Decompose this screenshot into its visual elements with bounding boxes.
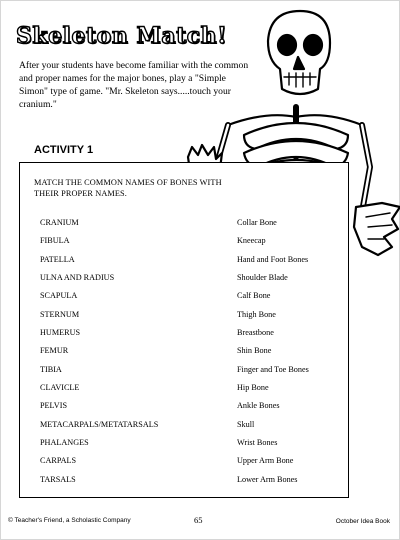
proper-name-item: TARSALS: [40, 474, 76, 484]
common-name-item: Lower Arm Bones: [237, 474, 298, 484]
proper-name-item: STERNUM: [40, 309, 80, 319]
common-name-item: Thigh Bone: [237, 309, 276, 319]
proper-name-item: CRANIUM: [40, 218, 79, 227]
footer-page-number: 65: [194, 515, 203, 525]
common-name-item: Skull: [237, 419, 255, 429]
proper-name-item: CARPALS: [40, 456, 77, 466]
proper-name-item: CLAVICLE: [40, 383, 80, 393]
proper-name-item: PELVIS: [40, 401, 67, 411]
footer-copyright: © Teacher's Friend, a Scholastic Company: [8, 517, 131, 524]
common-name-item: Ankle Bones: [237, 401, 280, 411]
common-name-item: Shin Bone: [237, 346, 272, 356]
proper-name-item: ULNA AND RADIUS: [40, 273, 115, 283]
intro-paragraph: After your students have become familiar with the common and proper names for the major bones, play a "Simple Simon" type of game. "Mr. Skeleton says.....touch your cranium.": [19, 60, 249, 110]
proper-name-item: TIBIA: [40, 364, 62, 374]
common-name-item: Hip Bone: [237, 383, 269, 393]
proper-name-item: METACARPALS/METATARSALS: [40, 419, 159, 429]
proper-name-item: FIBULA: [40, 236, 70, 246]
proper-name-item: PHALANGES: [40, 438, 89, 448]
common-name-item: Wrist Bones: [237, 438, 278, 448]
proper-name-item: PATELLA: [40, 254, 75, 264]
common-name-item: Breastbone: [237, 328, 274, 338]
page-title: Skeleton Match!: [16, 23, 228, 49]
proper-name-item: SCAPULA: [40, 291, 78, 301]
proper-name-item: FEMUR: [40, 346, 69, 356]
common-name-item: Finger and Toe Bones: [237, 364, 309, 374]
common-name-item: Kneecap: [237, 236, 266, 246]
common-names-column: [237, 217, 309, 492]
common-name-item: Collar Bone: [237, 218, 277, 227]
footer-book-title: October Idea Book: [335, 518, 390, 525]
activity-title: ACTIVITY 1: [34, 144, 94, 156]
activity-instructions: MATCH THE COMMON NAMES OF BONES WITH THEIR PROPER NAMES.: [34, 178, 222, 198]
common-name-item: Shoulder Blade: [237, 273, 288, 283]
proper-names-column: [40, 217, 158, 492]
common-name-item: Upper Arm Bone: [237, 456, 294, 466]
common-name-item: Calf Bone: [237, 291, 271, 301]
common-name-item: Hand and Foot Bones: [237, 254, 309, 264]
proper-name-item: HUMERUS: [40, 328, 81, 338]
